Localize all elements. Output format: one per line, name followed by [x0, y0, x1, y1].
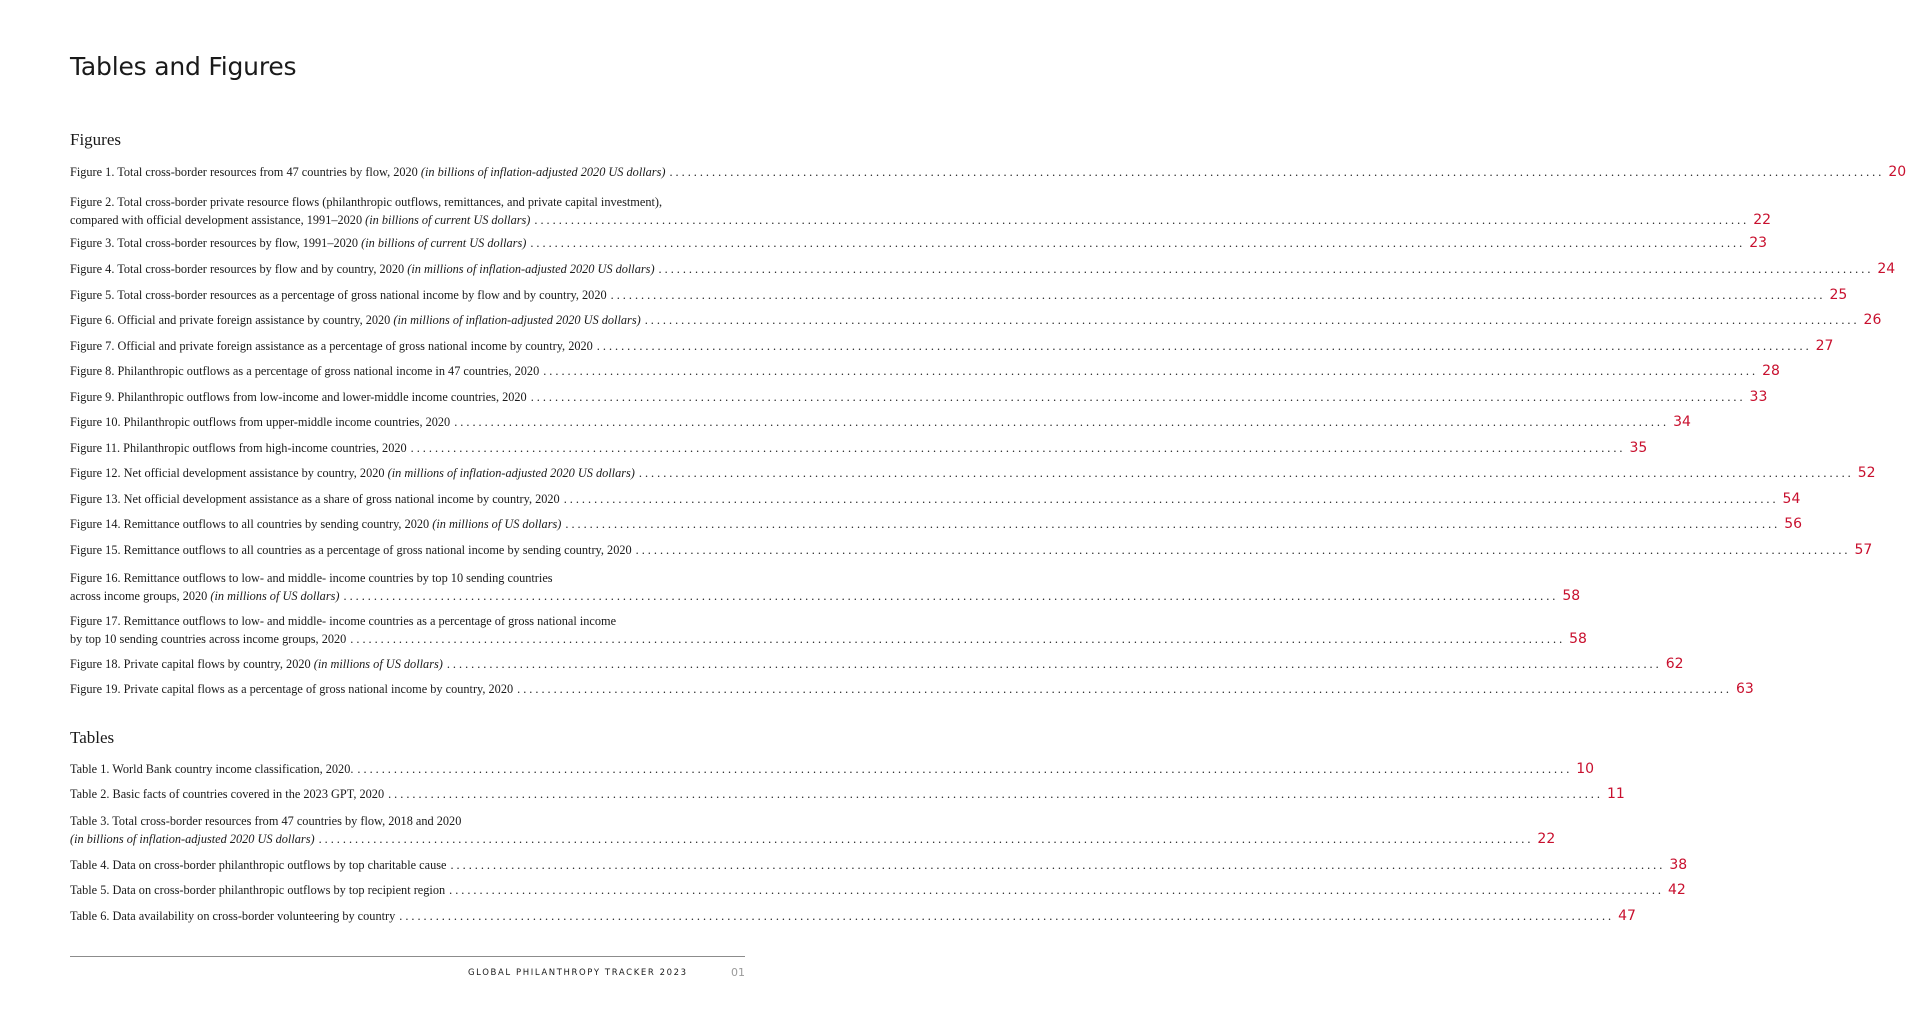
figure-entry-title: Figure 1. Total cross-border resources from 47 countries by flow, 2020: [70, 165, 421, 179]
table-entry-title-line: Table 3. Total cross-border resources from 47 countries by flow, 2018 and 2020: [70, 814, 462, 828]
dot-leader: ........................................................................................................................................................................................................: [350, 632, 1566, 646]
table-entry-page-number[interactable]: 42: [1667, 882, 1686, 898]
figure-entry[interactable]: [70, 464, 1876, 482]
dot-leader: ........................................................................................................................................................................................................: [446, 657, 1662, 671]
figure-entry[interactable]: [70, 439, 1648, 457]
figure-entry-title: Figure 3. Total cross-border resources by flow, 1991–2020: [70, 236, 362, 250]
figure-entry-title: Figure 12. Net official development assistance by country, 2020: [70, 466, 388, 480]
figure-entry-page-number[interactable]: 25: [1829, 287, 1848, 303]
figure-entry-page-number[interactable]: 52: [1857, 465, 1876, 481]
figure-entry-page-number[interactable]: 35: [1629, 440, 1648, 456]
figure-entry-page-number[interactable]: 24: [1877, 261, 1896, 277]
dot-leader: ........................................................................................................................................................................................................: [596, 339, 1812, 353]
figure-entry-title-line: Figure 16. Remittance outflows to low- and middle- income countries by top 10 sending countries: [70, 571, 553, 585]
table-entry-page-number[interactable]: 10: [1576, 761, 1595, 777]
figure-entry-page-number[interactable]: 57: [1854, 542, 1873, 558]
dot-leader: ........................................................................................................................................................................................................: [563, 492, 1779, 506]
figure-entry-title: Figure 19. Private capital flows as a percentage of gross national income by country, 2020: [70, 682, 514, 696]
page-title: Tables and Figures: [70, 52, 297, 81]
figure-entry-page-number[interactable]: 28: [1762, 363, 1780, 379]
table-entry-units: (in billions of inflation-adjusted 2020 US dollars): [70, 832, 315, 846]
figure-entry-title: Figure 4. Total cross-border resources by flow and by country, 2020: [70, 262, 408, 276]
dot-leader: ........................................................................................................................................................................................................: [658, 262, 1874, 276]
figure-entry[interactable]: [70, 541, 1873, 559]
dot-leader: ........................................................................................................................................................................................................: [534, 213, 1750, 227]
figure-entry[interactable]: [70, 234, 1768, 252]
figure-entry-title: Figure 8. Philanthropic outflows as a percentage of gross national income in 47 countries, 2020: [70, 364, 540, 378]
table-entry[interactable]: [70, 785, 1625, 803]
figure-entry[interactable]: [70, 515, 1803, 533]
figure-entry-title: by top 10 sending countries across income groups, 2020: [70, 632, 347, 646]
figure-entry-page-number[interactable]: 27: [1815, 338, 1834, 354]
table-entry-page-number[interactable]: 38: [1669, 857, 1688, 873]
figure-entry-units: (in millions of US dollars): [432, 517, 562, 531]
figure-entry-title: Figure 6. Official and private foreign assistance by country, 2020: [70, 313, 394, 327]
table-entry[interactable]: [70, 907, 1636, 925]
dot-leader: ........................................................................................................................................................................................................: [450, 858, 1666, 872]
figure-entry-page-number[interactable]: 34: [1673, 414, 1691, 430]
dot-leader: ........................................................................................................................................................................................................: [449, 883, 1664, 897]
figure-entry-title: Figure 5. Total cross-border resources as a percentage of gross national income by flow and by country, 2020: [70, 288, 607, 302]
figure-entry[interactable]: [70, 388, 1768, 406]
figure-entry[interactable]: [70, 490, 1801, 508]
dot-leader: ........................................................................................................................................................................................................: [543, 364, 1759, 378]
dot-leader: ........................................................................................................................................................................................................: [565, 517, 1781, 531]
figure-entry[interactable]: [70, 413, 1691, 431]
dot-leader: ........................................................................................................................................................................................................: [635, 543, 1851, 557]
figure-entry-title-line: Figure 17. Remittance outflows to low- and middle- income countries as a percentage of gross national income: [70, 614, 617, 628]
tables-heading: Tables: [70, 728, 115, 747]
table-entry-title: Table 2. Basic facts of countries covered in the 2023 GPT, 2020: [70, 787, 385, 801]
figure-entry[interactable]: [70, 337, 1834, 355]
dot-leader: ........................................................................................................................................................................................................: [638, 466, 1854, 480]
figure-entry-title: across income groups, 2020: [70, 589, 211, 603]
dot-leader: ........................................................................................................................................................................................................: [454, 415, 1670, 429]
dot-leader: ........................................................................................................................................................................................................: [388, 787, 1603, 801]
dot-leader: ........................................................................................................................................................................................................: [343, 589, 1559, 603]
figures-heading: Figures: [70, 130, 121, 149]
figure-entry-title: Figure 7. Official and private foreign assistance as a percentage of gross national income by country, 2020: [70, 339, 593, 353]
figure-entry-page-number[interactable]: 58: [1569, 631, 1587, 647]
dot-leader: ........................................................................................................................................................................................................: [530, 236, 1746, 250]
figure-entry-page-number[interactable]: 62: [1665, 656, 1684, 672]
table-entry-title: Table 5. Data on cross-border philanthropic outflows by top recipient region: [70, 883, 446, 897]
figure-entry-page-number[interactable]: 56: [1784, 516, 1803, 532]
table-entry-title: Table 6. Data availability on cross-border volunteering by country: [70, 909, 396, 923]
figure-entry-units: (in millions of US dollars): [210, 589, 340, 603]
figure-entry[interactable]: [70, 680, 1754, 698]
figure-entry-units: (in millions of US dollars): [313, 657, 443, 671]
figure-entry-page-number[interactable]: 63: [1735, 681, 1754, 697]
figure-entry-page-number[interactable]: 22: [1753, 212, 1772, 228]
figure-entry-units: (in millions of inflation-adjusted 2020 US dollars): [387, 466, 635, 480]
footer-divider: [70, 956, 745, 957]
table-entry[interactable]: [70, 881, 1686, 899]
footer-publication-title: GLOBAL PHILANTHROPY TRACKER 2023: [468, 968, 688, 978]
dot-leader: ........................................................................................................................................................................................................: [644, 313, 1860, 327]
table-entry-title: Table 1. World Bank country income classification, 2020.: [70, 762, 354, 776]
dot-leader: ........................................................................................................................................................................................................: [669, 165, 1885, 179]
figure-entry[interactable]: [70, 260, 1896, 278]
figure-entry-title: Figure 9. Philanthropic outflows from low-income and lower-middle income countries, 2020: [70, 390, 527, 404]
figure-entry-units: (in millions of inflation-adjusted 2020 US dollars): [393, 313, 641, 327]
figure-entry-title: Figure 18. Private capital flows by country, 2020: [70, 657, 314, 671]
figure-entry[interactable]: [70, 193, 1772, 229]
table-entry-title: Table 4. Data on cross-border philanthropic outflows by top charitable cause: [70, 858, 447, 872]
table-entry[interactable]: [70, 856, 1688, 874]
dot-leader: ........................................................................................................................................................................................................: [530, 390, 1746, 404]
figure-entry[interactable]: [70, 612, 1587, 648]
figure-entry-title: compared with official development assistance, 1991–2020: [70, 213, 366, 227]
dot-leader: ........................................................................................................................................................................................................: [517, 682, 1732, 696]
figure-entry[interactable]: [70, 362, 1780, 380]
figure-entry-page-number[interactable]: 23: [1749, 235, 1768, 251]
figure-entry-title: Figure 10. Philanthropic outflows from upper-middle income countries, 2020: [70, 415, 451, 429]
figure-entry-title: Figure 11. Philanthropic outflows from high-income countries, 2020: [70, 441, 407, 455]
figure-entry-page-number[interactable]: 20: [1888, 164, 1906, 180]
dot-leader: ........................................................................................................................................................................................................: [610, 288, 1826, 302]
table-entry[interactable]: [70, 760, 1595, 778]
dot-leader: ........................................................................................................................................................................................................: [357, 762, 1573, 776]
figure-entry-units: (in billions of current US dollars): [361, 236, 527, 250]
figure-entry[interactable]: [70, 655, 1684, 673]
figure-entry-title: Figure 15. Remittance outflows to all countries as a percentage of gross national income by sending country, 2020: [70, 543, 632, 557]
dot-leader: ........................................................................................................................................................................................................: [399, 909, 1615, 923]
figure-entry-page-number[interactable]: 26: [1863, 312, 1882, 328]
figure-entry-units: (in billions of current US dollars): [365, 213, 531, 227]
figure-entry-title: Figure 13. Net official development assistance as a share of gross national income by country, 2020: [70, 492, 560, 506]
figure-entry[interactable]: [70, 311, 1882, 329]
figure-entry[interactable]: [70, 569, 1581, 605]
figure-entry-units: (in millions of inflation-adjusted 2020 US dollars): [407, 262, 655, 276]
dot-leader: ........................................................................................................................................................................................................: [318, 832, 1534, 846]
table-entry-page-number[interactable]: 11: [1606, 786, 1625, 802]
figure-entry[interactable]: [70, 163, 1906, 181]
figure-entry-title: Figure 14. Remittance outflows to all countries by sending country, 2020: [70, 517, 433, 531]
figure-entry[interactable]: [70, 286, 1848, 304]
table-entry-page-number[interactable]: 47: [1618, 908, 1636, 924]
footer-page-number: 01: [731, 966, 745, 979]
table-entry[interactable]: [70, 812, 1556, 848]
figure-entry-page-number[interactable]: 58: [1562, 588, 1581, 604]
dot-leader: ........................................................................................................................................................................................................: [410, 441, 1626, 455]
figure-entry-title-line: Figure 2. Total cross-border private resource flows (philanthropic outflows, remittances, and private capital investment),: [70, 195, 663, 209]
figure-entry-page-number[interactable]: 33: [1749, 389, 1768, 405]
figure-entry-units: (in billions of inflation-adjusted 2020 US dollars): [420, 165, 666, 179]
figure-entry-page-number[interactable]: 54: [1782, 491, 1801, 507]
table-entry-page-number[interactable]: 22: [1537, 831, 1556, 847]
